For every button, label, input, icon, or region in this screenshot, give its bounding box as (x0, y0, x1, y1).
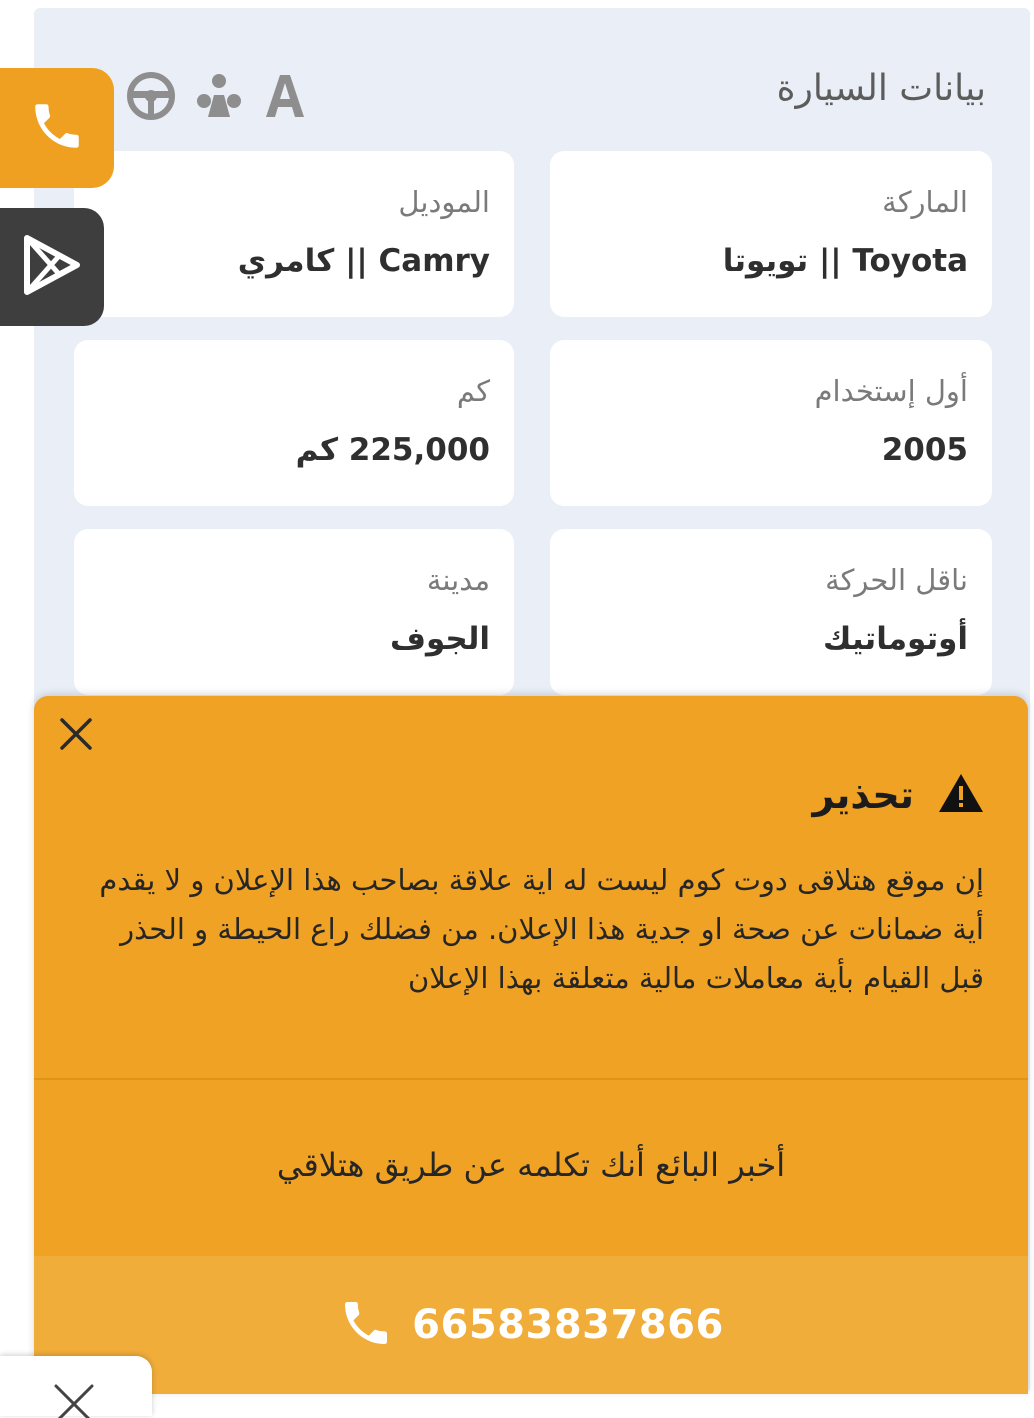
seat-icon (194, 71, 244, 121)
warning-sheet (34, 696, 1028, 1394)
spec-icons (126, 66, 308, 126)
call-seller-button[interactable] (34, 1256, 1028, 1394)
warning-title: تحذير (812, 773, 914, 817)
card-label: الماركة (882, 185, 968, 219)
letter-a-icon (262, 71, 308, 121)
call-floating-button[interactable] (0, 68, 114, 188)
warning-text: إن موقع هتلاقى دوت كوم ليست له اية علاقة بصاحب هذا الإعلان و لا يقدم أية ضمانات عن صحة او جدية هذا الإعلان. من فضلك راع الحيطة و الحذر قبل القيام بأية معاملات مالية متعلقة بهذا الإعلان (99, 863, 984, 995)
warning-triangle-icon (938, 772, 984, 818)
card-value: Camry || كامري (237, 243, 490, 279)
close-icon (56, 714, 96, 754)
card-label: كم (456, 374, 490, 408)
google-play-icon (19, 232, 85, 302)
card-label: أول إستخدام (814, 374, 968, 408)
card-value: أوتوماتيك (823, 621, 968, 657)
card-label: ناقل الحركة (825, 563, 968, 597)
warning-header (812, 772, 984, 818)
bottom-collapse-tab[interactable] (0, 1356, 152, 1416)
google-play-floating-button[interactable] (0, 208, 104, 326)
phone-icon (338, 1295, 394, 1355)
steering-wheel-icon (126, 71, 176, 121)
card-value: 225,000 كم (295, 432, 490, 468)
card-first-use (550, 340, 992, 506)
card-model (74, 151, 514, 317)
close-icon (44, 1378, 104, 1418)
card-label: مدينة (426, 563, 490, 597)
tell-seller-text: أخبر البائع أنك تكلمه عن طريق هتلاقي (276, 1146, 786, 1184)
card-city (74, 529, 514, 695)
card-label: الموديل (398, 185, 490, 219)
card-value: الجوف (389, 621, 490, 657)
section-title: بيانات السيارة (776, 68, 986, 109)
card-transmission (550, 529, 992, 695)
phone-number: 66583837866 (412, 1302, 724, 1348)
card-brand (550, 151, 992, 317)
card-value: 2005 (881, 432, 968, 468)
divider (34, 1078, 1028, 1080)
card-mileage (74, 340, 514, 506)
close-warning-button[interactable] (56, 714, 96, 754)
phone-icon (28, 97, 86, 159)
card-value: Toyota || تويوتا (722, 243, 968, 279)
